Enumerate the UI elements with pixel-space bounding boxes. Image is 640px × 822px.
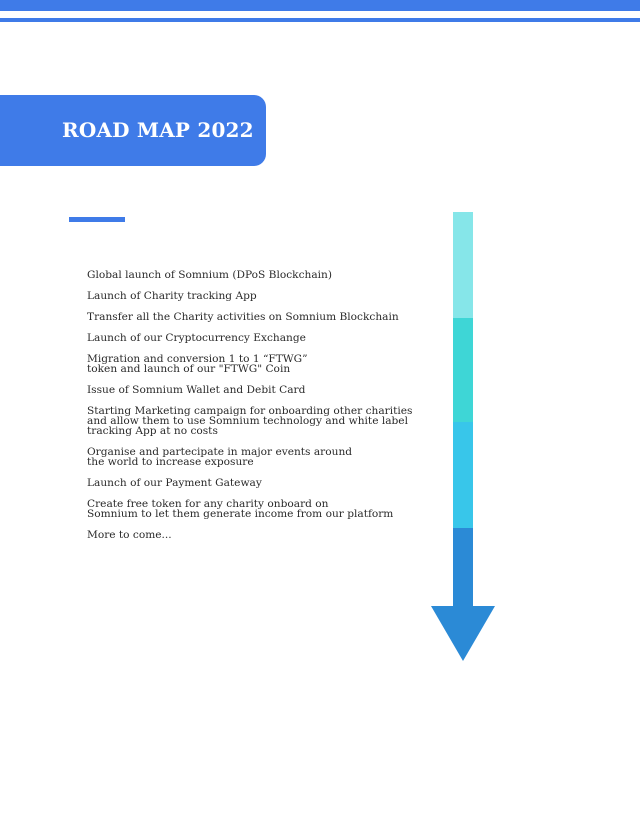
list-item: More to come... [87,529,172,541]
arrow-segment-2 [453,318,473,422]
arrow-segment-4 [453,528,473,608]
list-item: Starting Marketing campaign for onboarding other charities and allow them to use Somnium technology and white label tracking App at no costs [87,405,413,437]
list-item: Organise and partecipate in major events around the world to increase exposure [87,446,353,468]
list-item: Launch of our Cryptocurrency Exchange [87,332,306,344]
list-item: Transfer all the Charity activities on Somnium Blockchain [87,311,399,323]
page-title: ROAD MAP 2022 [62,118,254,142]
top-bar [0,0,640,11]
list-item: Global launch of Somnium (DPoS Blockchain) [87,269,332,281]
top-rule [0,18,640,22]
list-item: Create free token for any charity onboard on Somnium to let them generate income from our platform [87,498,394,520]
accent-dash [69,217,125,222]
arrow-segment-3 [453,422,473,528]
list-item: Launch of Charity tracking App [87,290,257,302]
arrow-head [431,606,495,661]
list-item: Launch of our Payment Gateway [87,477,262,489]
roadmap-list [87,270,417,551]
list-item: Issue of Somnium Wallet and Debit Card [87,384,306,396]
list-item: Migration and conversion 1 to 1 “FTWG” token and launch of our "FTWG" Coin [87,353,308,375]
down-arrow-icon [431,212,495,662]
arrow-segment-1 [453,212,473,318]
